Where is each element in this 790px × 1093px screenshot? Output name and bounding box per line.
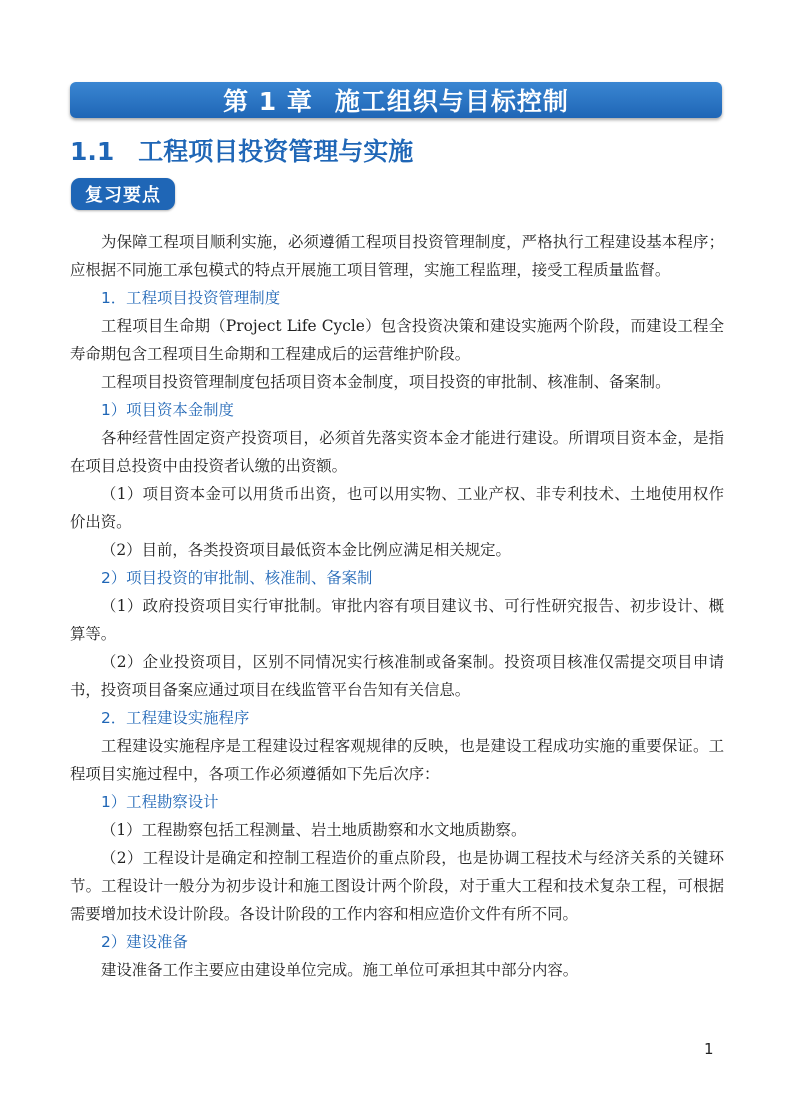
page-number: 1 [704,1040,714,1058]
paragraph: 工程建设实施程序是工程建设过程客观规律的反映，也是建设工程成功实施的重要保证。工程项目实施过程中，各项工作必须遵循如下先后次序： [70,737,724,783]
paragraph: （2）目前，各类投资项目最低资本金比例应满足相关规定。 [101,541,511,559]
subheading: 1）项目资本金制度 [101,401,234,419]
section-number: 1.1 [70,137,115,166]
paragraph: （1）项目资本金可以用货币出资，也可以用实物、工业产权、非专利技术、土地使用权作价出资。 [70,485,724,531]
paragraph: （2）工程设计是确定和控制工程造价的重点阶段，也是协调工程技术与经济关系的关键环节。工程设计一般分为初步设计和施工图设计两个阶段，对于重大工程和技术复杂工程，可根据需要增加技术设计阶段。各设计阶段的工作内容和相应造价文件有所不同。 [70,849,724,923]
paragraph: 为保障工程项目顺利实施，必须遵循工程项目投资管理制度，严格执行工程建设基本程序；应根据不同施工承包模式的特点开展施工项目管理，实施工程监理，接受工程质量监督。 [70,233,724,279]
paragraph: 各种经营性固定资产投资项目，必须首先落实资本金才能进行建设。所谓项目资本金，是指在项目总投资中由投资者认缴的出资额。 [70,429,724,475]
section-title [70,132,413,168]
subheading: 1．工程项目投资管理制度 [101,289,281,307]
paragraph: （2）企业投资项目，区别不同情况实行核准制或备案制。投资项目核准仅需提交项目申请书，投资项目备案应通过项目在线监管平台告知有关信息。 [70,653,724,699]
paragraph: 工程项目生命期（Project Life Cycle）包含投资决策和建设实施两个阶段，而建设工程全寿命期包含工程项目生命期和工程建成后的运营维护阶段。 [70,317,724,363]
subheading: 2）建设准备 [101,933,188,951]
subheading: 1）工程勘察设计 [101,793,219,811]
paragraph: （1）政府投资项目实行审批制。审批内容有项目建议书、可行性研究报告、初步设计、概算等。 [70,597,724,643]
section-title-text: 工程项目投资管理与实施 [138,137,414,166]
review-badge [71,178,175,210]
subheading: 2）项目投资的审批制、核准制、备案制 [101,569,373,587]
chapter-number: 第 1 章 [223,87,313,116]
subheading: 2．工程建设实施程序 [101,709,250,727]
chapter-title: 施工组织与目标控制 [334,87,569,116]
paragraph: 建设准备工作主要应由建设单位完成。施工单位可承担其中部分内容。 [101,961,579,979]
chapter-banner [70,82,722,118]
paragraph: 工程项目投资管理制度包括项目资本金制度，项目投资的审批制、核准制、备案制。 [101,373,671,391]
paragraph: （1）工程勘察包括工程测量、岩土地质勘察和水文地质勘察。 [101,821,527,839]
review-badge-label: 复习要点 [85,185,161,206]
content-body [70,228,724,984]
